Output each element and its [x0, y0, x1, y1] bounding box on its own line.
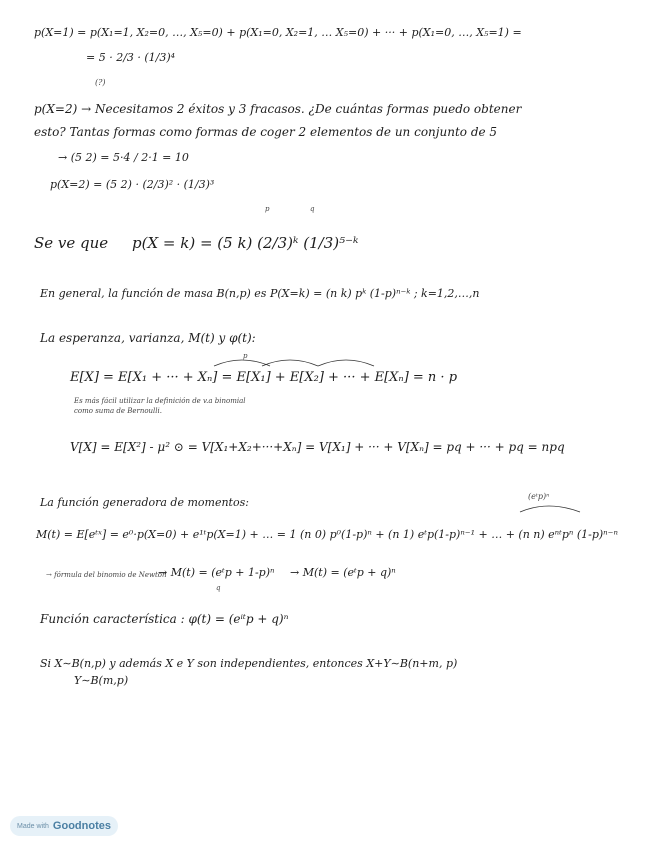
overbrace-ex2: [262, 360, 318, 366]
badge-prefix: Made with: [17, 822, 49, 830]
note-line-14: V[X] = E[X²] - μ² ⊙ = V[X₁+X₂+···+Xₙ] = V[X₁] + ··· + V[Xₙ] = pq + ··· + pq = npq: [70, 440, 565, 454]
note-line-11-annotation: p: [243, 352, 248, 360]
note-line-11: E[X] = E[X₁ + ··· + Xₙ] = E[X₁] + E[X₂] + ··· + E[Xₙ] = n · p: [70, 370, 458, 385]
note-line-18: → fórmula del binomio de Newton: [46, 571, 167, 579]
note-line-12: Es más fácil utilizar la definición de v.a binomial: [74, 397, 246, 405]
note-line-9: En general, la función de masa B(n,p) es P(X=k) = (n k) pᵏ (1-p)ⁿ⁻ᵏ ; k=1,2,…,n: [40, 287, 480, 300]
note-annotation-q: q: [310, 205, 315, 213]
note-line-6: → (5 2) = 5·4 / 2·1 = 10: [58, 151, 189, 164]
overbrace-mgf: [520, 506, 580, 512]
note-line-2: = 5 · 2/3 · (1/3)⁴: [86, 51, 176, 64]
badge-brand: Goodnotes: [52, 820, 111, 832]
note-line-23: Y∼B(m,p): [74, 674, 129, 687]
note-line-4: p(X=2) → Necesitamos 2 éxitos y 3 fracasos. ¿De cuántas formas puedo obtener: [34, 102, 522, 116]
note-line-5: esto? Tantas formas como formas de coger 2 elementos de un conjunto de 5: [34, 125, 498, 139]
note-line-16-annotation: (eᵗp)ⁿ: [528, 492, 550, 501]
overbrace-exn: [318, 360, 374, 366]
note-line-8: p(X = k) = (5 k) (2/3)ᵏ (1/3)⁵⁻ᵏ: [132, 234, 359, 252]
note-line-1: p(X=1) = p(X₁=1, X₂=0, …, X₅=0) + p(X₁=0, X₂=1, … X₅=0) + ··· + p(X₁=0, …, X₅=1) =: [34, 26, 522, 39]
overbrace-ex1: [214, 360, 270, 366]
note-line-10: La esperanza, varianza, M(t) y φ(t):: [40, 331, 256, 345]
note-line-7: p(X=2) = (5 2) · (2/3)² · (1/3)³: [50, 178, 215, 191]
note-line-15: La función generadora de momentos:: [40, 496, 249, 509]
note-line-17: M(t) = E[eᵗˣ] = e⁰·p(X=0) + e¹ᵗp(X=1) + … = 1 (n 0) p⁰(1-p)ⁿ + (n 1) eᵗp(1-p)ⁿ⁻¹ + … + (n n) eⁿᵗpⁿ (1-p)ⁿ⁻ⁿ: [36, 528, 618, 541]
note-line-20: → M(t) = (eᵗp + q)ⁿ: [290, 566, 396, 579]
note-line-19: → M(t) = (eᵗp + 1-p)ⁿ: [158, 566, 275, 579]
note-line-22: Si X∼B(n,p) y además X e Y son independientes, entonces X+Y∼B(n+m, p): [40, 657, 458, 670]
note-line-3: (?): [95, 78, 106, 87]
note-annotation-p: p: [265, 205, 270, 213]
note-line-8-lead: Se ve que: [34, 234, 109, 252]
note-line-21: Función característica : φ(t) = (eⁱᵗp + q)ⁿ: [40, 612, 289, 626]
note-line-13: como suma de Bernoulli.: [74, 407, 163, 415]
goodnotes-badge: [10, 816, 118, 836]
note-line-20-q: q: [216, 584, 221, 592]
